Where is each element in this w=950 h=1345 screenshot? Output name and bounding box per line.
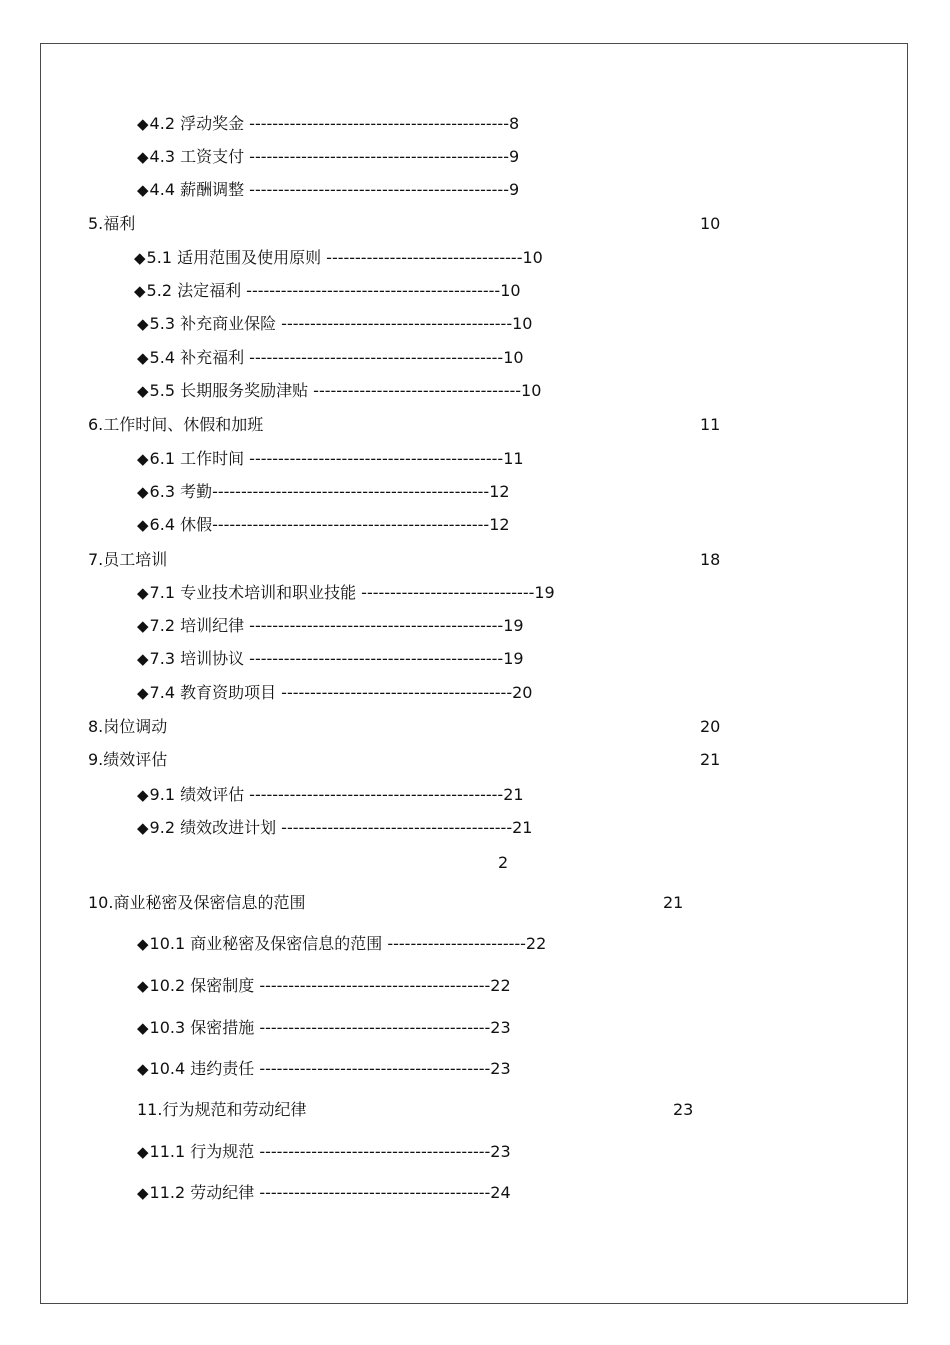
diamond-bullet-icon: ◆	[137, 148, 149, 166]
diamond-bullet-icon: ◆	[134, 249, 146, 267]
toc-entry-6-1[interactable]	[137, 449, 524, 469]
toc-entry-5-3[interactable]	[137, 314, 532, 334]
toc-section-9[interactable]	[88, 750, 167, 770]
toc-entry-text: 7.2 培训纪律 --------------------------------------------19	[149, 616, 524, 635]
toc-entry-4-3[interactable]	[137, 147, 519, 167]
toc-entry-text: 7.1 专业技术培训和职业技能 ------------------------------19	[149, 583, 555, 602]
toc-entry-text: 6.1 工作时间 --------------------------------------------11	[149, 449, 524, 468]
toc-entry-6-3[interactable]	[137, 482, 510, 502]
toc-entry-text: 11.1 行为规范 ----------------------------------------23	[149, 1142, 511, 1161]
toc-entry-text: 6.4 休假------------------------------------------------12	[149, 515, 510, 534]
diamond-bullet-icon: ◆	[137, 935, 149, 953]
toc-entry-7-2[interactable]	[137, 616, 524, 636]
toc-section-7-page: 18	[700, 550, 721, 569]
toc-entry-10-3[interactable]	[137, 1018, 511, 1038]
toc-section-8[interactable]	[88, 717, 167, 737]
toc-section-11-page: 23	[673, 1100, 694, 1119]
toc-entry-7-1[interactable]	[137, 583, 555, 603]
toc-section-5-page: 10	[700, 214, 721, 233]
diamond-bullet-icon: ◆	[137, 450, 149, 468]
toc-entry-10-1[interactable]	[137, 934, 546, 954]
toc-entry-text: 5.1 适用范围及使用原则 ----------------------------------10	[146, 248, 543, 267]
toc-entry-text: 4.3 工资支付 ---------------------------------------------9	[149, 147, 520, 166]
toc-entry-7-4[interactable]	[137, 683, 532, 703]
toc-section-8-page: 20	[700, 717, 721, 736]
toc-section-11[interactable]	[137, 1100, 306, 1120]
toc-section-9-page: 21	[700, 750, 721, 769]
diamond-bullet-icon: ◆	[137, 584, 149, 602]
toc-entry-5-4[interactable]	[137, 348, 524, 368]
toc-section-10[interactable]	[88, 893, 305, 913]
toc-section-text: 7.员工培训	[88, 550, 168, 569]
diamond-bullet-icon: ◆	[137, 786, 149, 804]
toc-entry-text: 9.1 绩效评估 --------------------------------------------21	[149, 785, 524, 804]
diamond-bullet-icon: ◆	[137, 1060, 149, 1078]
diamond-bullet-icon: ◆	[137, 977, 149, 995]
diamond-bullet-icon: ◆	[137, 483, 149, 501]
toc-entry-7-3[interactable]	[137, 649, 524, 669]
toc-section-text: 11.行为规范和劳动纪律	[137, 1100, 307, 1119]
toc-entry-9-2[interactable]	[137, 818, 532, 838]
toc-section-text: 10.商业秘密及保密信息的范围	[88, 893, 306, 912]
toc-entry-4-4[interactable]	[137, 180, 519, 200]
diamond-bullet-icon: ◆	[137, 349, 149, 367]
toc-entry-text: 5.2 法定福利 --------------------------------------------10	[146, 281, 521, 300]
toc-section-7[interactable]	[88, 550, 167, 570]
toc-section-text: 6.工作时间、休假和加班	[88, 415, 264, 434]
toc-entry-text: 4.4 薪酬调整 ---------------------------------------------9	[149, 180, 520, 199]
toc-section-text: 9.绩效评估	[88, 750, 168, 769]
toc-entry-text: 10.4 违约责任 ----------------------------------------23	[149, 1059, 511, 1078]
toc-entry-text: 9.2 绩效改进计划 ----------------------------------------21	[149, 818, 533, 837]
toc-entry-text: 11.2 劳动纪律 ----------------------------------------24	[149, 1183, 511, 1202]
toc-entry-4-2[interactable]	[137, 114, 519, 134]
diamond-bullet-icon: ◆	[137, 382, 149, 400]
diamond-bullet-icon: ◆	[137, 617, 149, 635]
toc-section-10-page: 21	[663, 893, 684, 912]
diamond-bullet-icon: ◆	[137, 516, 149, 534]
diamond-bullet-icon: ◆	[137, 650, 149, 668]
toc-entry-11-2[interactable]	[137, 1183, 511, 1203]
diamond-bullet-icon: ◆	[137, 1143, 149, 1161]
diamond-bullet-icon: ◆	[137, 115, 149, 133]
toc-section-6-page: 11	[700, 415, 721, 434]
diamond-bullet-icon: ◆	[137, 315, 149, 333]
diamond-bullet-icon: ◆	[137, 1184, 149, 1202]
toc-entry-5-1[interactable]	[134, 248, 543, 268]
toc-entry-11-1[interactable]	[137, 1142, 511, 1162]
toc-entry-text: 10.1 商业秘密及保密信息的范围 ------------------------22	[149, 934, 547, 953]
toc-entry-text: 7.4 教育资助项目 ----------------------------------------20	[149, 683, 533, 702]
toc-entry-5-5[interactable]	[137, 381, 541, 401]
toc-section-text: 8.岗位调动	[88, 717, 168, 736]
toc-entry-text: 7.3 培训协议 --------------------------------------------19	[149, 649, 524, 668]
diamond-bullet-icon: ◆	[137, 819, 149, 837]
toc-entry-text: 6.3 考勤------------------------------------------------12	[149, 482, 510, 501]
page-number: 2	[498, 853, 509, 872]
toc-entry-9-1[interactable]	[137, 785, 524, 805]
toc-section-6[interactable]	[88, 415, 263, 435]
toc-entry-text: 5.4 补充福利 --------------------------------------------10	[149, 348, 524, 367]
diamond-bullet-icon: ◆	[137, 684, 149, 702]
toc-entry-10-2[interactable]	[137, 976, 511, 996]
toc-entry-text: 10.2 保密制度 ----------------------------------------22	[149, 976, 511, 995]
diamond-bullet-icon: ◆	[137, 1019, 149, 1037]
toc-entry-5-2[interactable]	[134, 281, 521, 301]
diamond-bullet-icon: ◆	[137, 181, 149, 199]
toc-entry-text: 10.3 保密措施 ----------------------------------------23	[149, 1018, 511, 1037]
toc-entry-6-4[interactable]	[137, 515, 510, 535]
toc-entry-text: 5.5 长期服务奖励津贴 ------------------------------------10	[149, 381, 542, 400]
diamond-bullet-icon: ◆	[134, 282, 146, 300]
toc-entry-text: 5.3 补充商业保险 ----------------------------------------10	[149, 314, 533, 333]
toc-entry-text: 4.2 浮动奖金 ---------------------------------------------8	[149, 114, 520, 133]
toc-section-text: 5.福利	[88, 214, 136, 233]
toc-entry-10-4[interactable]	[137, 1059, 511, 1079]
toc-section-5[interactable]	[88, 214, 135, 234]
